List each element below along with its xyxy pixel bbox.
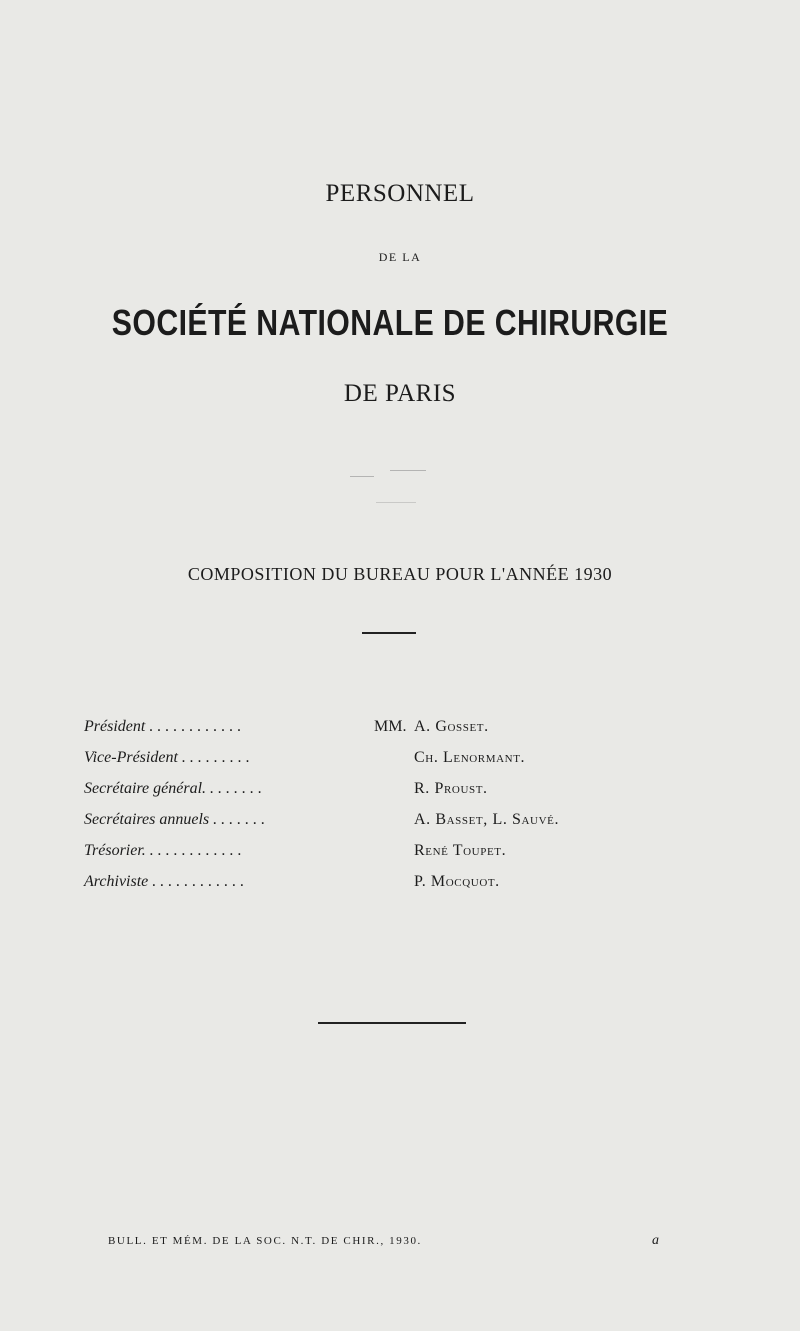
divider-long xyxy=(318,1022,466,1024)
roster-role: Trésorier. . . . . . . . . . . . . xyxy=(84,842,242,859)
roster-row xyxy=(84,842,644,873)
roster-row xyxy=(84,749,644,780)
heading-city: DE PARIS xyxy=(343,380,457,407)
roster-name: A. Basset, L. Sauvé. xyxy=(414,811,560,828)
roster-row xyxy=(84,780,644,811)
divider-short xyxy=(362,632,416,634)
heading-society-name: SOCIÉTÉ NATIONALE DE CHIRURGIE xyxy=(111,302,669,343)
heading-de-la: DE LA xyxy=(378,250,422,264)
footer-citation: BULL. ET MÉM. DE LA SOC. N.T. DE CHIR., 1930. xyxy=(108,1235,422,1247)
roster-role: Archiviste . . . . . . . . . . . . xyxy=(84,873,245,890)
roster-name: Ch. Lenormant. xyxy=(414,749,526,766)
bureau-roster xyxy=(84,718,644,904)
roster-role: Vice-Président . . . . . . . . . xyxy=(84,749,250,766)
roster-name: René Toupet. xyxy=(414,842,507,859)
footer-signature: a xyxy=(652,1233,659,1248)
roster-name: P. Mocquot. xyxy=(414,873,500,890)
heading-personnel: PERSONNEL xyxy=(325,180,475,207)
roster-row xyxy=(84,718,644,749)
roster-role: Secrétaires annuels . . . . . . . xyxy=(84,811,266,828)
roster-role: Président . . . . . . . . . . . . xyxy=(84,718,242,735)
bleed-through-marks xyxy=(340,466,460,526)
roster-prefix: MM. xyxy=(374,718,407,735)
roster-row xyxy=(84,873,644,904)
roster-role: Secrétaire général. . . . . . . . xyxy=(84,780,263,797)
composition-title: COMPOSITION DU BUREAU POUR L'ANNÉE 1930 xyxy=(187,564,613,584)
roster-row xyxy=(84,811,644,842)
roster-name: R. Proust. xyxy=(414,780,488,797)
roster-name: A. Gosset. xyxy=(414,718,489,735)
